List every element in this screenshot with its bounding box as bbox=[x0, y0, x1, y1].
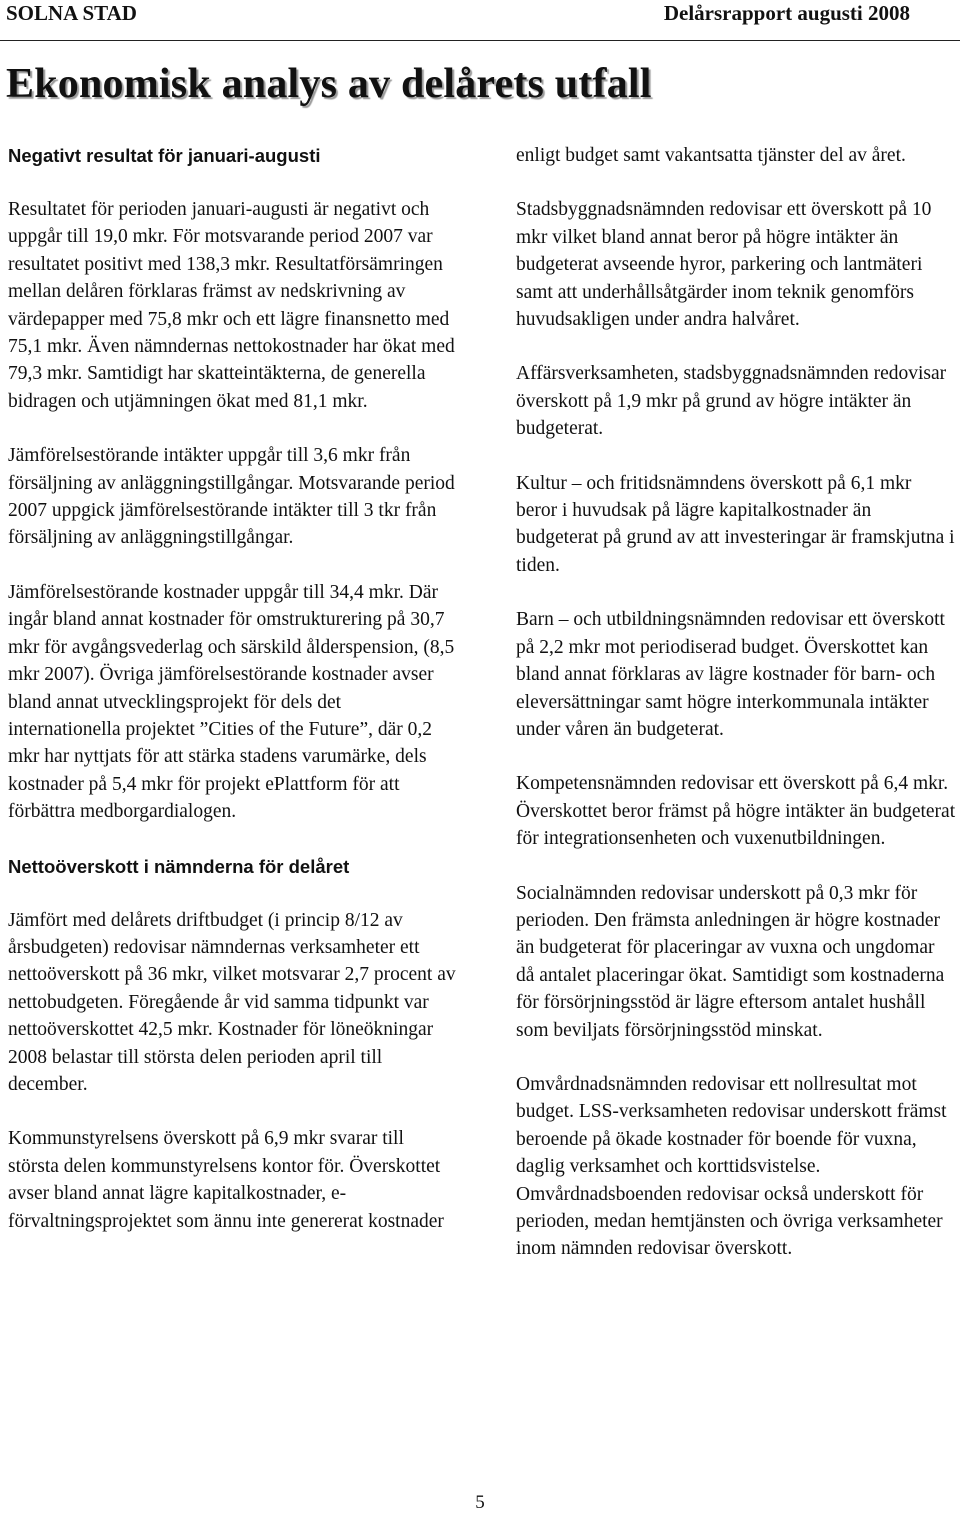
paragraph-care: Omvårdnadsnämnden redovisar ett nollresultat mot budget. LSS-verksamheten redovisar underskott främst beroende på ökade kostnader för boende för vuxna, daglig verksamhet och korttidsvistelse. Omvårdnadsboenden redovisar också underskott för perioden, medan hemtjänsten och övriga verksamheter inom nämnden redovisar överskott. bbox=[516, 1073, 947, 1260]
paragraph-city-planning: Stadsbyggnadsnämnden redovisar ett överskott på 10 mkr vilket bland annat beror på högre intäkter än budgeterat avseende hyror, parkering och lantmäteri samt att underhållsåtgärder inom teknik genomförs huvudsakligen under andra halvåret. bbox=[516, 199, 932, 331]
paragraph-nonrecurring-costs: Jämförelsestörande kostnader uppgår till 34,4 mkr. Där ingår bland annat kostnader för omstrukturering på 30,7 mkr för avgångsvederlag och särskild ålderspension, (8,5 mkr 2007). Övriga jämförelsestörande kostnader avser bland annat utvecklingsprojekt för dels det internationella projektet ”Cities of the Future”, där 0,2 mkr har nyttjats för att stärka stadens varumärke, dels kostnader på 5,4 mkr för projekt ePlattform för att förbättra medborgardialogen. bbox=[8, 581, 455, 823]
header-organization: SOLNA STAD bbox=[6, 1, 137, 25]
right-column bbox=[516, 142, 956, 1290]
page-title: Ekonomisk analys av delårets utfall bbox=[6, 61, 652, 107]
paragraph-children-education: Barn – och utbildningsnämnden redovisar ett överskott på 2,2 mkr mot periodiserad budget. Överskottet kan bland annat förklaras av lägre kostnader för barn- och eleversättningar samt högre interkommunala intäkter under våren än budgeterat. bbox=[516, 609, 945, 740]
header-divider bbox=[0, 40, 960, 41]
paragraph-competence: Kompetensnämnden redovisar ett överskott på 6,4 mkr. Överskottet beror främst på högre intäkter än budgeterat för integrationsenheten och vuxenutbildningen. bbox=[516, 773, 956, 850]
paragraph-net-surplus: Jämfört med delårets driftbudget (i princip 8/12 av årsbudgeten) redovisar nämndernas verksamheter ett nettoöverskott på 36 mkr, vilket motsvarar 2,7 procent av nettobudgeten. Föregående år vid samma tidpunkt var nettoöverskottet 42,5 mkr. Kostnader för löneökningar 2008 belastar till största delen perioden april till december. bbox=[8, 909, 456, 1095]
paragraph-result: Resultatet för perioden januari-augusti är negativt och uppgår till 19,0 mkr. För motsvarande period 2007 var resultatet positivt med 138,3 mkr. Resultatförsämringen mellan delåren förklaras främst av nedskrivning av värdepapper med 75,8 mkr och ett lägre finansnetto med 75,1 mkr. Även nämndernas nettokostnader har ökat med 79,3 mkr. Samtidigt har skatteintäkterna, de generella bidragen och utjämningen ökat med 81,1 mkr. bbox=[8, 199, 455, 412]
page-number: 5 bbox=[475, 1492, 485, 1513]
paragraph-municipal-board: Kommunstyrelsens överskott på 6,9 mkr svarar till största delen kommunstyrelsens kontor för. Överskottet avser bland annat lägre kapitalkostnader, e-förvaltningsprojektet som ännu inte genererat kostnader bbox=[8, 1128, 444, 1232]
paragraph-budget-continued: enligt budget samt vakantsatta tjänster del av året. bbox=[516, 145, 906, 166]
section-heading-net-surplus: Nettoöverskott i nämnderna för delåret bbox=[8, 855, 350, 877]
section-heading-negative-result: Negativt resultat för januari-augusti bbox=[8, 145, 321, 166]
paragraph-culture-leisure: Kultur – och fritidsnämndens överskott på 6,1 mkr beror i huvudsak på lägre kapitalkostnader än budgeterat på grund av att investeringar är framskjutna i tiden. bbox=[516, 472, 955, 576]
paragraph-business-operations: Affärsverksamheten, stadsbyggnadsnämnden redovisar överskott på 1,9 mkr på grund av högre intäkter än budgeterat. bbox=[516, 363, 947, 440]
header-report-title: Delårsrapport augusti 2008 bbox=[663, 1, 910, 25]
paragraph-nonrecurring-income: Jämförelsestörande intäkter uppgår till 3,6 mkr från försäljning av anläggningstillgångar. Motsvarande period 2007 uppgick jämförelsestörande intäkter till 3 tkr från försäljning av anläggningstillgångar. bbox=[8, 445, 455, 549]
left-column bbox=[8, 142, 458, 1262]
paragraph-social: Socialnämnden redovisar underskott på 0,3 mkr för perioden. Den främsta anledningen är högre kostnader än budgeterat för placeringar av vuxna och ungdomar då antalet placeringar ökat. Samtidigt som kostnaderna för försörjningsstöd är lägre eftersom antalet hushåll som beviljats försörjningsstöd minskat. bbox=[516, 882, 945, 1041]
